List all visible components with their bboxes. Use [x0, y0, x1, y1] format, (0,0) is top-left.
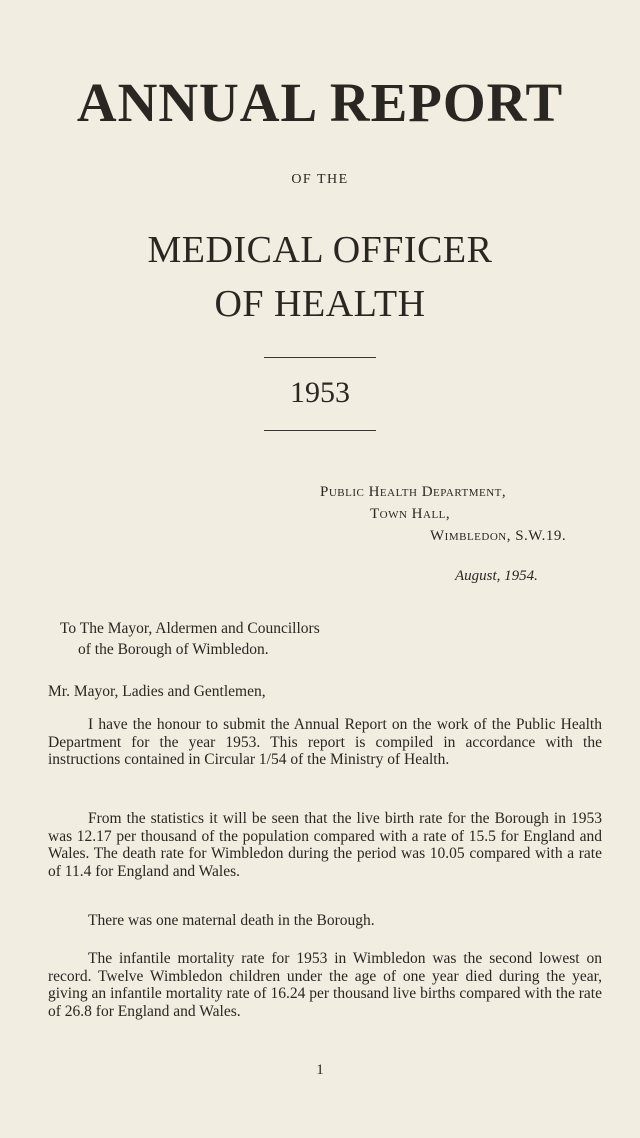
- paragraph-intro: I have the honour to submit the Annual Report on the work of the Public Health Department for the year 1953. This report is compiled in accordance with the instructions contained in Circular 1/54 of the Ministry of Health.: [48, 716, 602, 768]
- report-date: August, 1954.: [455, 568, 538, 584]
- addressee-line2: of the Borough of Wimbledon.: [78, 641, 269, 658]
- paragraph-infant-mortality: The infantile mortality rate for 1953 in Wimbledon was the second lowest on record. Twelve Wimbledon children under the age of one year died during the year, giving an infantile mortality rate of 16.24 per thousand live births compared with the rate of 26.8 for England and Wales.: [48, 950, 602, 1020]
- address-town-hall: Town Hall,: [370, 506, 451, 522]
- divider-top: [264, 357, 376, 358]
- addressee-line1: To The Mayor, Aldermen and Councillors: [60, 620, 320, 637]
- page-number: 1: [316, 1062, 324, 1078]
- report-year: 1953: [290, 376, 350, 409]
- of-the-label: OF THE: [291, 172, 349, 187]
- divider-bottom: [264, 430, 376, 431]
- salutation: Mr. Mayor, Ladies and Gentlemen,: [48, 683, 266, 700]
- officer-title-line1: MEDICAL OFFICER: [147, 229, 493, 271]
- address-department: Public Health Department,: [320, 484, 507, 500]
- address-locality: Wimbledon, S.W.19.: [430, 528, 567, 544]
- paragraph-maternal-death: There was one maternal death in the Borough.: [88, 912, 375, 929]
- paragraph-statistics: From the statistics it will be seen that the live birth rate for the Borough in 1953 was 12.17 per thousand of the population compared with a rate of 15.5 for England and Wales. The death rate for Wimbledon during the period was 10.05 compared with a rate of 11.4 for England and Wales.: [48, 810, 602, 880]
- officer-title-line2: OF HEALTH: [214, 283, 426, 325]
- report-title: ANNUAL REPORT: [76, 72, 564, 133]
